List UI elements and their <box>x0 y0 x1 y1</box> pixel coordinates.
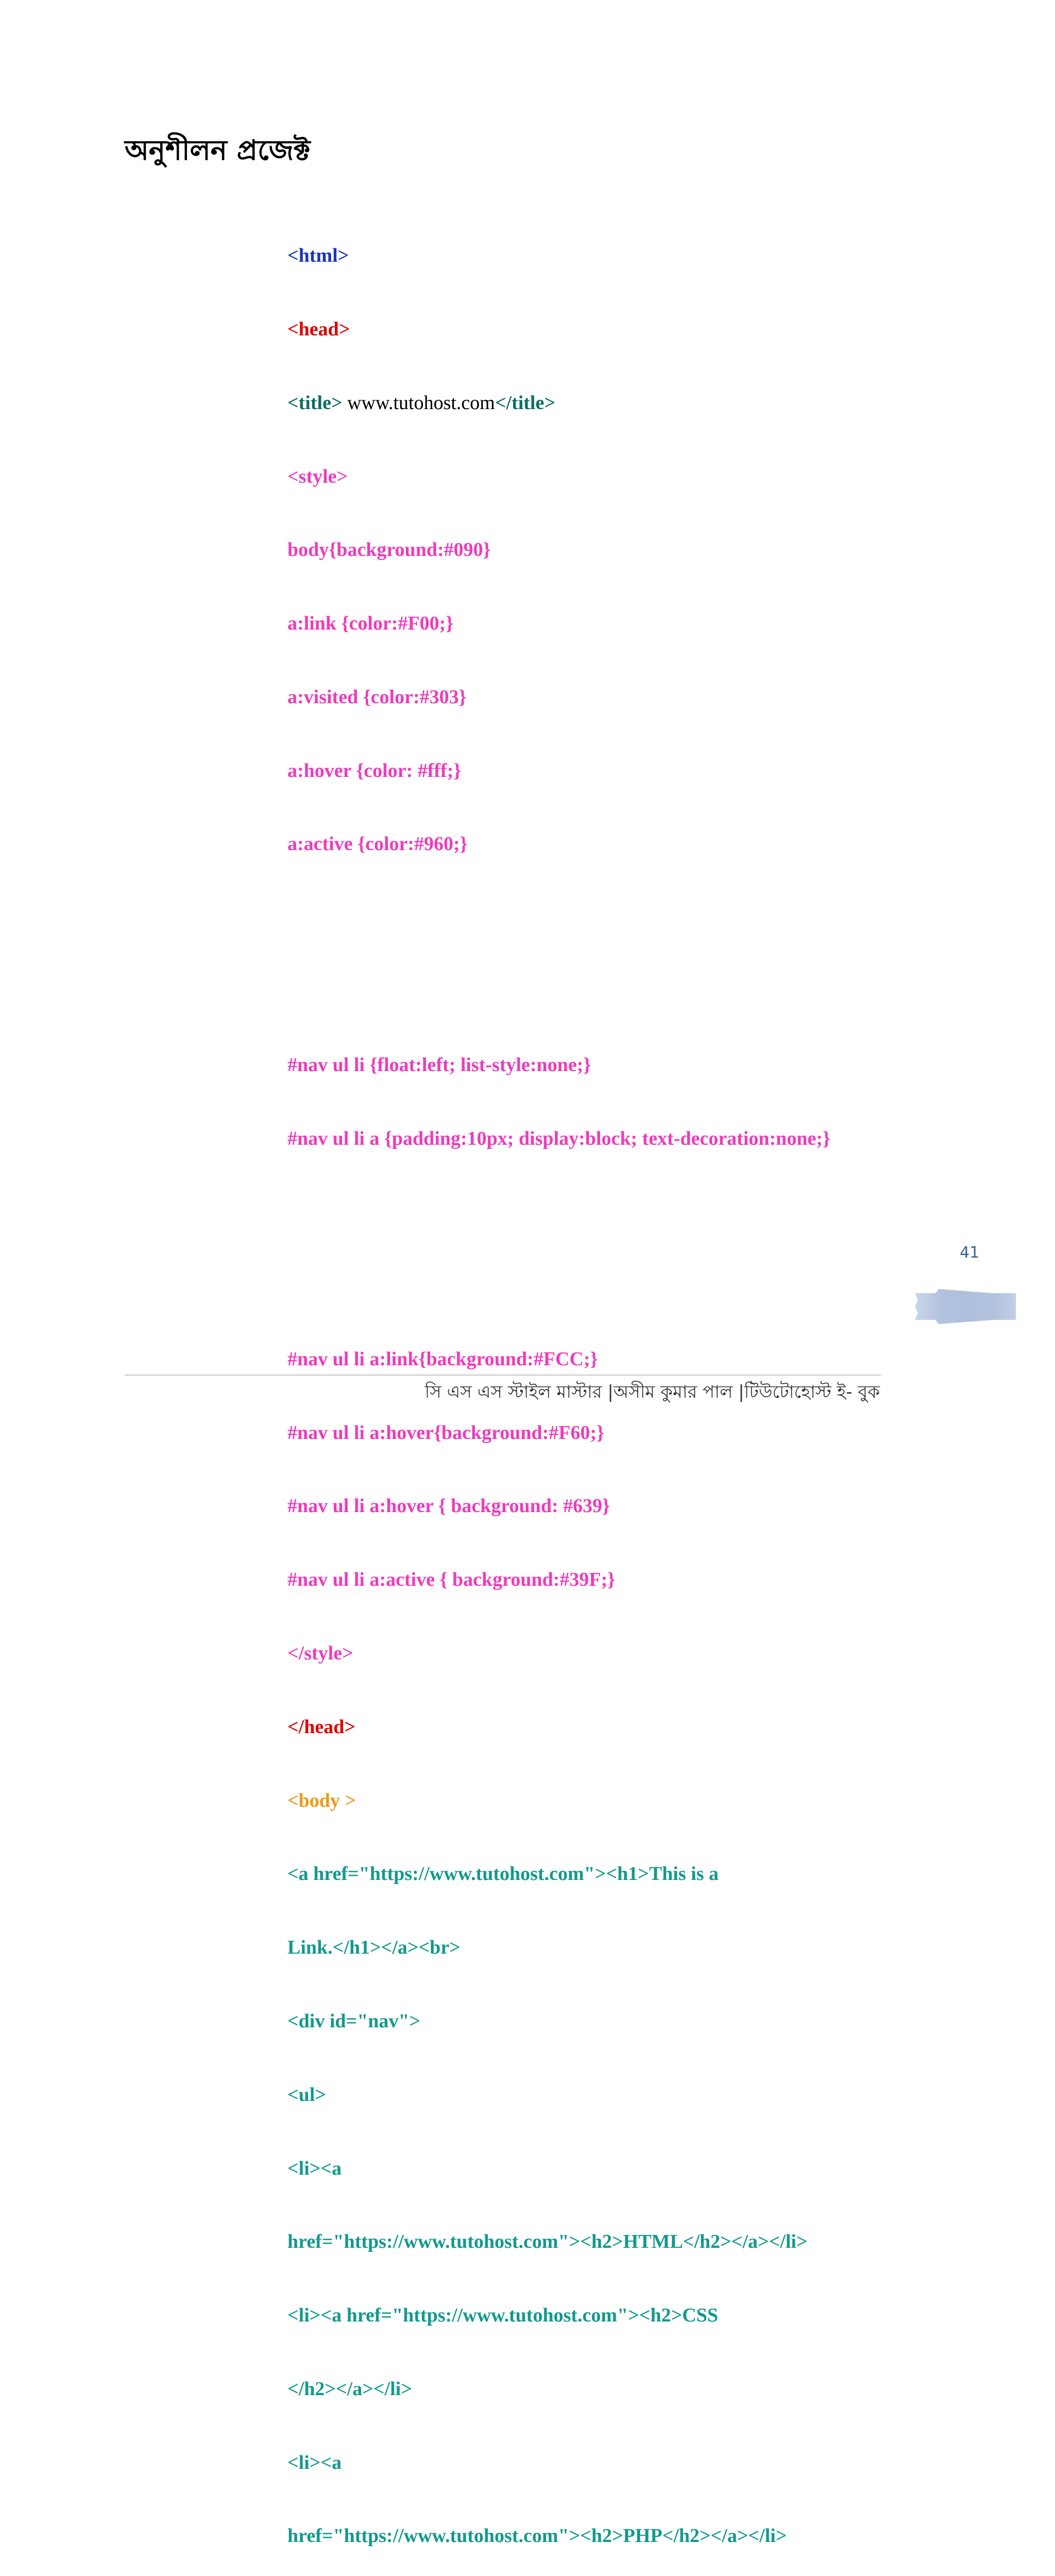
page-heading: অনুশীলন প্রজেক্ট <box>125 134 311 166</box>
code-line-css: #nav ul li a:active { background:#39F;} <box>287 1569 616 1591</box>
code-line-css: #nav ul li a:hover { background: #639} <box>287 1495 610 1517</box>
code-line-css: a:active {color:#960;} <box>287 833 468 855</box>
code-line-body: <li><a <box>287 2157 342 2179</box>
code-blank-line <box>287 979 885 1004</box>
code-line-body: <li><a <box>287 2451 342 2473</box>
code-line-body: <ul> <box>287 2083 326 2106</box>
title-close-tag: </title> <box>495 392 556 414</box>
code-line-body: <a href="https://www.tutohost.com"><h1>This is a <box>287 1863 719 1885</box>
code-line-body: <li><a href="https://www.tutohost.com"><h2>CSS <box>287 2304 718 2327</box>
code-line-title <box>287 391 885 416</box>
code-line-css: a:link {color:#F00;} <box>287 613 454 635</box>
code-line-body-open: <body > <box>287 1789 356 1811</box>
code-line-html-open: <html> <box>287 245 349 267</box>
page-footer: সি এস এস স্টাইল মাস্টার |অসীম কুমার পাল |টিউটোহোস্ট ই- বুক <box>424 1382 880 1402</box>
code-blank-line <box>287 906 885 930</box>
code-line-head-open: <head> <box>287 318 350 340</box>
code-blank-line <box>287 1274 885 1298</box>
code-line-css: #nav ul li a:link{background:#FCC;} <box>287 1348 598 1370</box>
code-line-style-open: <style> <box>287 465 348 487</box>
code-line-css: a:visited {color:#303} <box>287 686 467 708</box>
title-open-tag: <title> <box>287 392 343 414</box>
title-text: www.tutohost.com <box>342 392 495 414</box>
code-blank-line <box>287 1200 885 1225</box>
page-number: 41 <box>960 1244 980 1262</box>
code-line-body: <div id="nav"> <box>287 2010 421 2032</box>
code-line-head-close: </head> <box>287 1716 355 1738</box>
code-line-css: a:hover {color: #fff;} <box>287 759 462 782</box>
footer-divider <box>125 1375 881 1376</box>
page-ribbon-decoration <box>915 1286 1016 1327</box>
code-line-css: body{background:#090} <box>287 539 491 561</box>
code-line-body: href="https://www.tutohost.com"><h2>PHP</h2></a></li> <box>287 2525 787 2547</box>
code-line-css: #nav ul li a:hover{background:#F60;} <box>287 1421 605 1444</box>
code-line-body: Link.</h1></a><br> <box>287 1937 461 1959</box>
code-line-body: </h2></a></li> <box>287 2378 412 2400</box>
code-line-style-close: </style> <box>287 1642 353 1665</box>
code-line-body: href="https://www.tutohost.com"><h2>HTML</h2></a></li> <box>287 2231 808 2253</box>
code-line-css: #nav ul li {float:left; list-style:none;} <box>287 1054 591 1076</box>
code-line-css: #nav ul li a {padding:10px; display:block; text-decoration:none;} <box>287 1127 830 1149</box>
